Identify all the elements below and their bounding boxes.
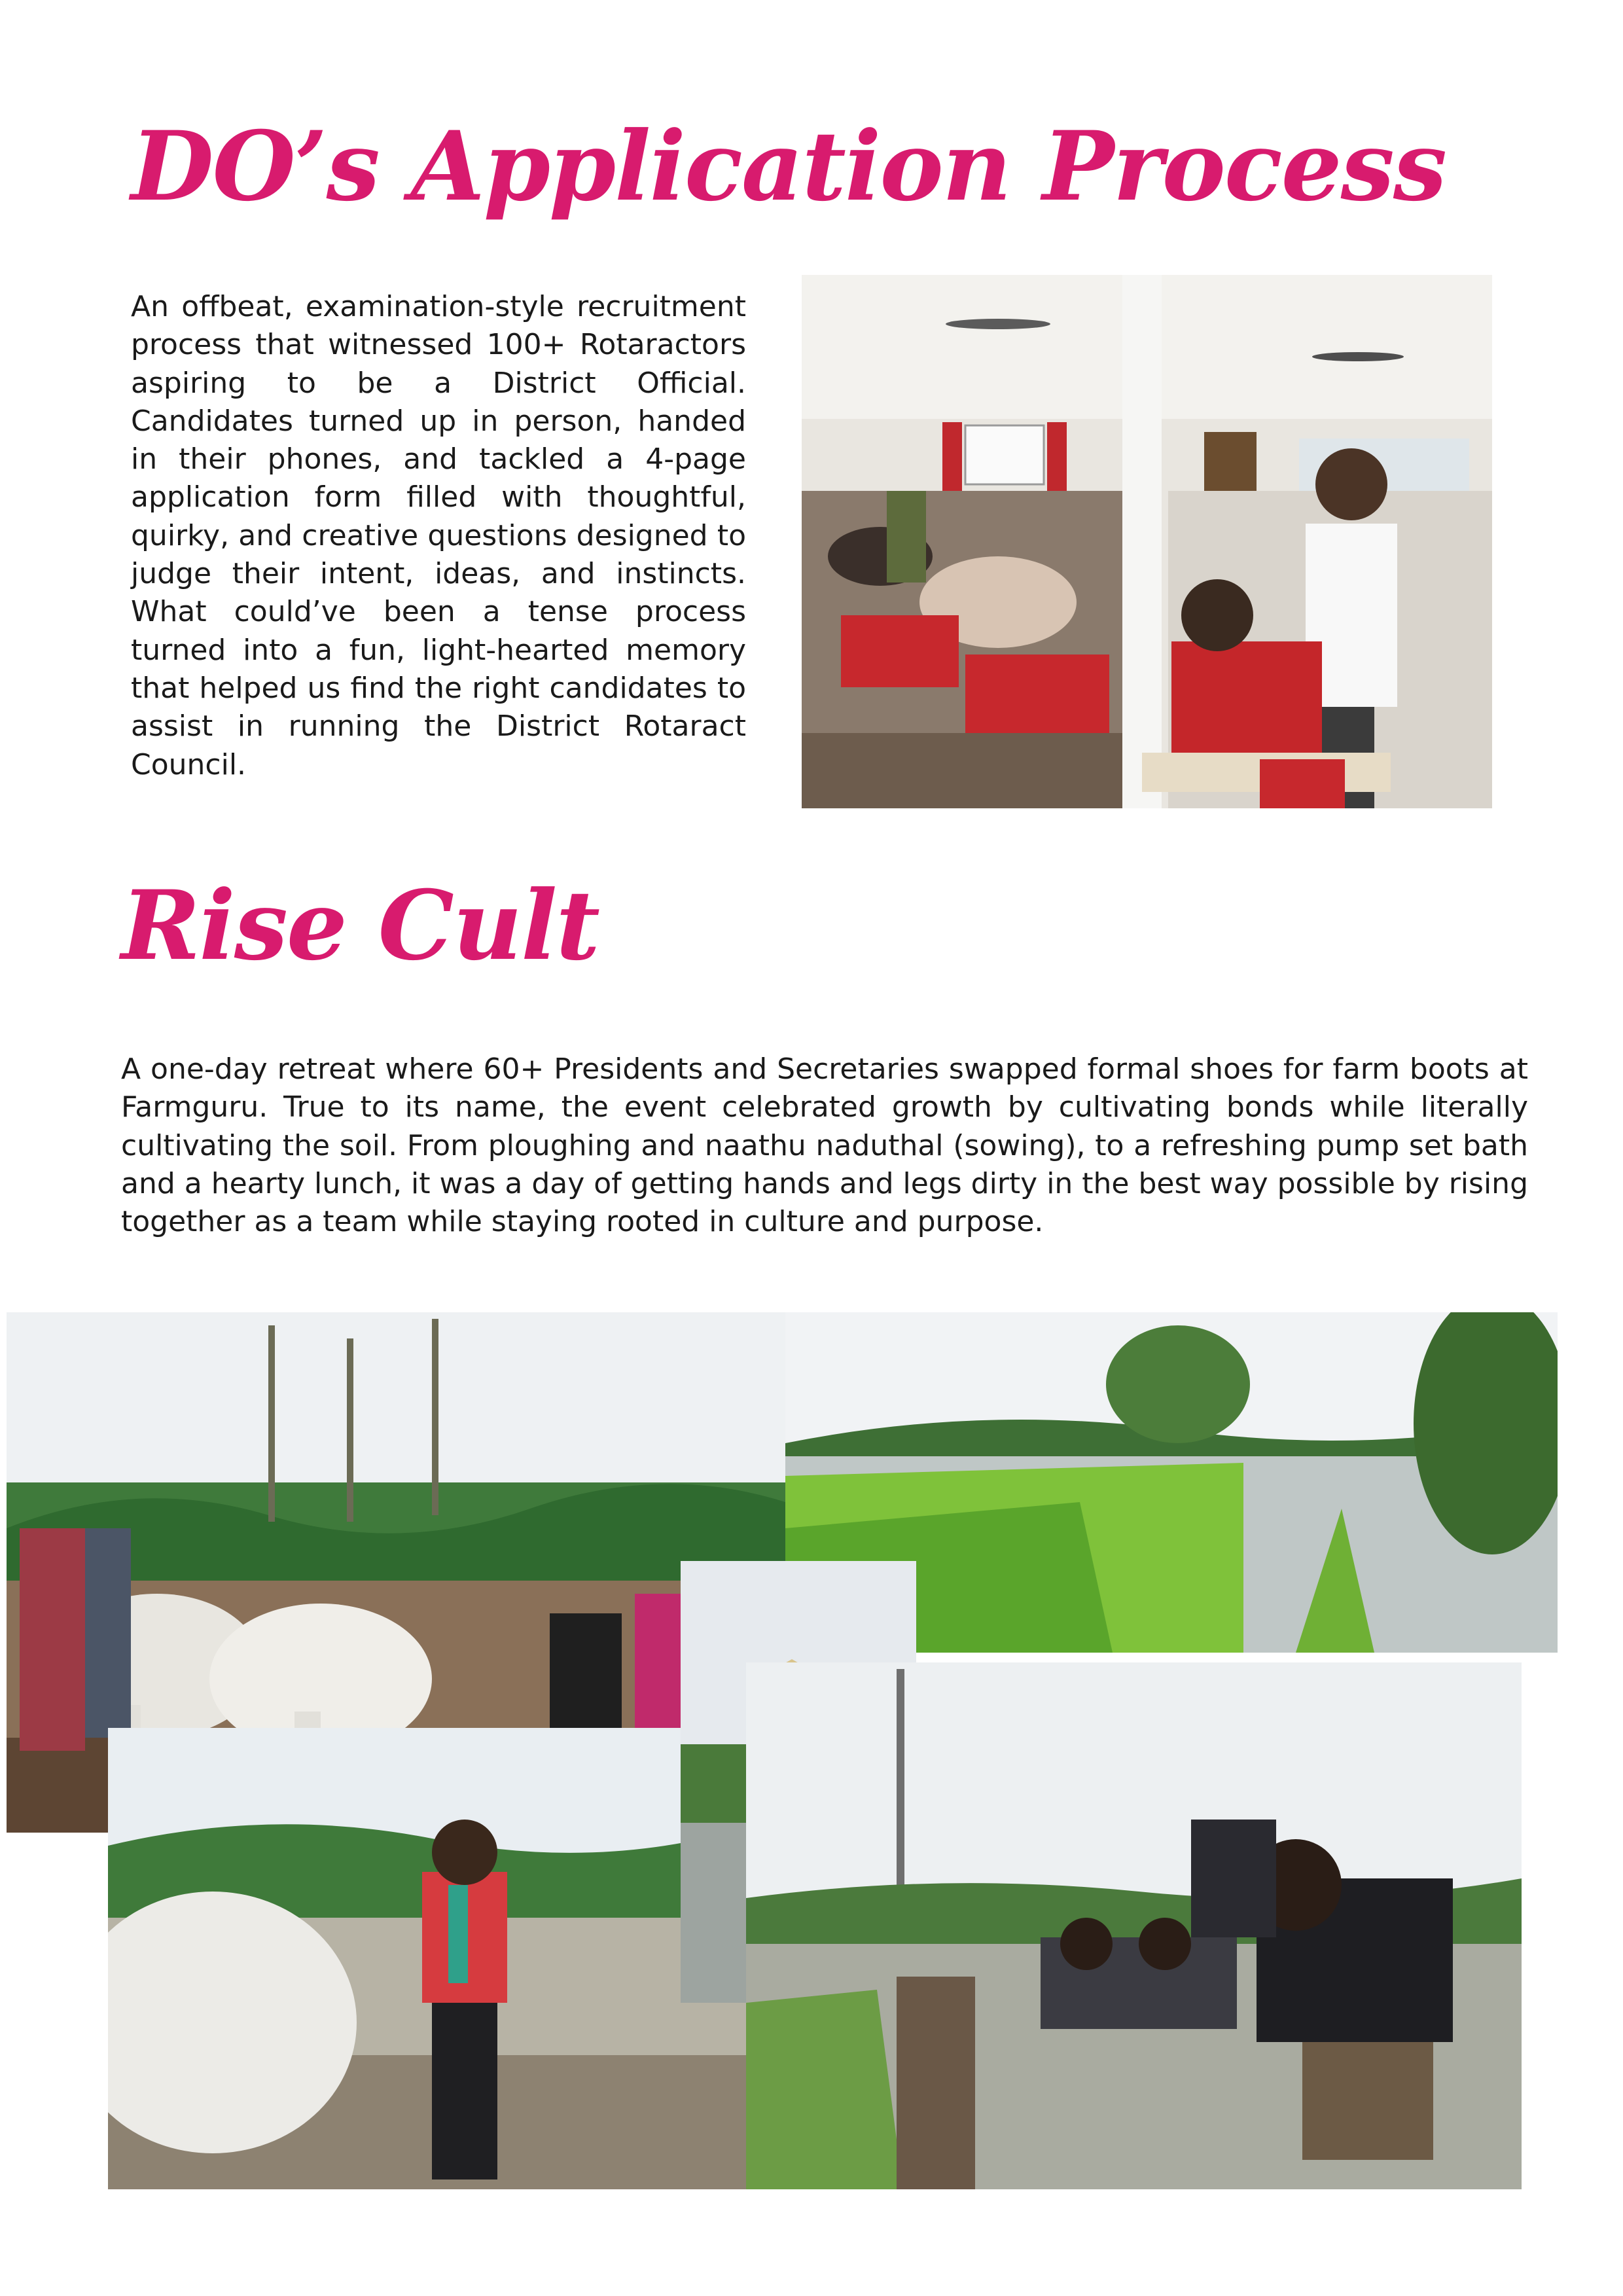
classroom-exam-photo	[802, 275, 1492, 808]
rise-cult-title: Rise Cult	[121, 870, 599, 982]
do-application-title: DO’s Application Process	[131, 111, 1446, 223]
man-ploughing-with-bullock-photo	[108, 1728, 753, 2189]
rise-cult-description: A one-day retreat where 60+ Presidents and Secretaries swapped formal shoes for farm boots at Farmguru. True to its name, the event celebrated growth by cultivating bonds while literally cultivating the soil. From ploughing and naathu naduthal (sowing), to a refreshing pump set bath and a hearty lunch, it was a day of getting hands and legs dirty in the best way possible by rising together as a team while staying rooted in culture and purpose.	[121, 1052, 1528, 1239]
do-application-description: An offbeat, examination-style recruitment process that witnessed 100+ Rotaractors aspiring to be a District Official. Candidates turned up in person, handed in their phones, and tackled a 4-page application form filled with thoughtful, quirky, and creative questions designed to judge their intent, ideas, and instincts. What could’ve been a tense process turned into a fun, light-hearted memory that helped us find the right candidates to assist in running the District Rotaract Council.	[131, 290, 746, 781]
planting-rice-saplings-photo	[746, 1662, 1522, 2189]
